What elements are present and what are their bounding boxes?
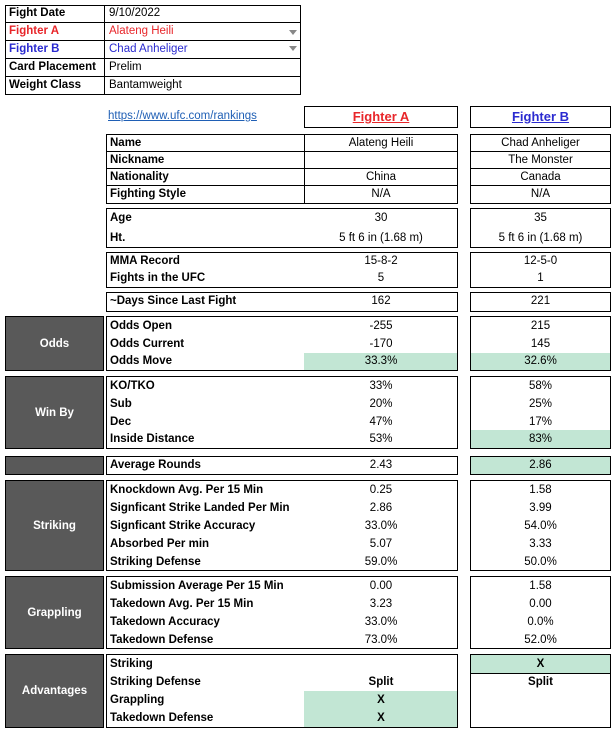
ko-tko-a: 33% xyxy=(369,380,393,392)
odds-current-label: Odds Current xyxy=(110,338,185,350)
adv-striking-defense-a: Split xyxy=(368,676,394,688)
nickname-b: The Monster xyxy=(508,154,573,166)
adv-grappling-label: Grappling xyxy=(110,694,165,706)
odds-move-a: 33.3% xyxy=(364,355,398,367)
chevron-down-icon[interactable] xyxy=(289,30,297,35)
name-label: Name xyxy=(110,137,142,149)
card-placement-label: Card Placement xyxy=(9,61,96,73)
absorbed-b: 3.33 xyxy=(529,538,552,550)
odds-section-label: Odds xyxy=(5,316,104,371)
sub-label: Sub xyxy=(110,398,132,410)
takedown-defense-a: 73.0% xyxy=(364,634,398,646)
dec-b: 17% xyxy=(528,416,553,428)
fight-date-label: Fight Date xyxy=(9,7,66,19)
sub-a: 20% xyxy=(369,398,393,410)
fighter-b-select[interactable]: Chad Anheliger xyxy=(109,43,188,55)
adv-striking-defense-b: Split xyxy=(528,676,553,688)
odds-open-b: 215 xyxy=(530,320,551,332)
days-since-b: 221 xyxy=(530,295,551,307)
avg-rounds-b: 2.86 xyxy=(529,459,552,471)
win-by-section-label: Win By xyxy=(5,376,104,449)
dec-label: Dec xyxy=(110,416,132,428)
ufc-fights-b: 1 xyxy=(537,272,544,284)
age-label: Age xyxy=(110,212,132,224)
knockdown-avg-label: Knockdown Avg. Per 15 Min xyxy=(110,484,264,496)
absorbed-a: 5.07 xyxy=(369,538,393,550)
days-since-a: 162 xyxy=(371,295,391,307)
adv-striking-defense-label: Striking Defense xyxy=(110,676,201,688)
knockdown-avg-b: 1.58 xyxy=(529,484,552,496)
takedown-accuracy-label: Takedown Accuracy xyxy=(110,616,220,628)
weight-class-label: Weight Class xyxy=(9,79,81,91)
inside-distance-b: 83% xyxy=(528,433,553,445)
advantages-section-label: Advantages xyxy=(5,654,104,728)
adv-grappling-a: X xyxy=(377,694,385,706)
absorbed-label: Absorbed Per min xyxy=(110,538,210,550)
odds-current-b: 145 xyxy=(530,338,551,350)
striking-defense-b: 50.0% xyxy=(524,556,557,568)
nationality-b: Canada xyxy=(520,171,561,183)
inside-distance-a: 53% xyxy=(369,433,393,445)
name-b: Chad Anheliger xyxy=(501,137,580,149)
odds-move-b: 32.6% xyxy=(524,355,557,367)
ko-tko-label: KO/TKO xyxy=(110,380,155,392)
fighter-b-label: Fighter B xyxy=(9,43,60,55)
height-a: 5 ft 6 in (1.68 m) xyxy=(339,232,423,244)
sig-strike-landed-label: Signficant Strike Landed Per Min xyxy=(110,502,290,514)
takedown-accuracy-a: 33.0% xyxy=(364,616,398,628)
nickname-label: Nickname xyxy=(110,154,165,166)
ufc-fights-a: 5 xyxy=(377,272,385,284)
odds-open-label: Odds Open xyxy=(110,320,172,332)
fighting-style-b: N/A xyxy=(530,188,551,200)
nationality-label: Nationality xyxy=(110,171,169,183)
ufc-fights-label: Fights in the UFC xyxy=(110,272,206,284)
sub-b: 25% xyxy=(528,398,553,410)
fighter-b-header: Fighter B xyxy=(470,106,611,128)
card-placement-value[interactable]: Prelim xyxy=(109,61,142,73)
sig-strike-landed-b: 3.99 xyxy=(529,502,552,514)
chevron-down-icon[interactable] xyxy=(289,46,297,51)
adv-takedown-defense-label: Takedown Defense xyxy=(110,712,214,724)
takedown-avg-a: 3.23 xyxy=(369,598,393,610)
takedown-avg-label: Takedown Avg. Per 15 Min xyxy=(110,598,254,610)
nationality-a: China xyxy=(365,171,397,183)
height-label: Ht. xyxy=(110,232,126,244)
sig-strike-accuracy-a: 33.0% xyxy=(364,520,398,532)
avg-rounds-label: Average Rounds xyxy=(110,459,201,471)
fighter-a-select[interactable]: Alateng Heili xyxy=(109,25,174,37)
height-b: 5 ft 6 in (1.68 m) xyxy=(498,232,583,244)
takedown-defense-b: 52.0% xyxy=(524,634,557,646)
age-a: 30 xyxy=(374,212,388,224)
fighter-a-label: Fighter A xyxy=(9,25,60,37)
takedown-defense-label: Takedown Defense xyxy=(110,634,214,646)
dec-a: 47% xyxy=(369,416,393,428)
avg-rounds-a: 2.43 xyxy=(369,459,393,471)
fighting-style-a: N/A xyxy=(371,188,391,200)
grappling-section-label: Grappling xyxy=(5,576,104,649)
name-a: Alateng Heili xyxy=(348,137,414,149)
odds-open-a: -255 xyxy=(369,320,393,332)
rankings-link[interactable]: https://www.ufc.com/rankings xyxy=(108,110,257,122)
fighter-a-header: Fighter A xyxy=(304,106,458,128)
adv-striking-b: X xyxy=(536,658,545,670)
days-since-label: ~Days Since Last Fight xyxy=(110,295,237,307)
mma-record-b: 12-5-0 xyxy=(523,255,558,267)
fight-date-value[interactable]: 9/10/2022 xyxy=(109,7,161,19)
submission-avg-label: Submission Average Per 15 Min xyxy=(110,580,284,592)
adv-striking-label: Striking xyxy=(110,658,153,670)
striking-defense-label: Striking Defense xyxy=(110,556,201,568)
takedown-accuracy-b: 0.0% xyxy=(527,616,554,628)
knockdown-avg-a: 0.25 xyxy=(369,484,393,496)
fighting-style-label: Fighting Style xyxy=(110,188,187,200)
odds-current-a: -170 xyxy=(369,338,393,350)
mma-record-a: 15-8-2 xyxy=(364,255,398,267)
sig-strike-accuracy-label: Signficant Strike Accuracy xyxy=(110,520,256,532)
sig-strike-accuracy-b: 54.0% xyxy=(524,520,557,532)
odds-move-label: Odds Move xyxy=(110,355,172,367)
takedown-avg-b: 0.00 xyxy=(529,598,552,610)
adv-takedown-defense-a: X xyxy=(377,712,385,724)
submission-avg-b: 1.58 xyxy=(529,580,552,592)
rounds-section-bar xyxy=(5,456,104,475)
inside-distance-label: Inside Distance xyxy=(110,433,195,445)
submission-avg-a: 0.00 xyxy=(369,580,393,592)
striking-section-label: Striking xyxy=(5,480,104,571)
sig-strike-landed-a: 2.86 xyxy=(369,502,393,514)
striking-defense-a: 59.0% xyxy=(364,556,398,568)
weight-class-value[interactable]: Bantamweight xyxy=(109,79,182,91)
age-b: 35 xyxy=(534,212,547,224)
ko-tko-b: 58% xyxy=(528,380,553,392)
mma-record-label: MMA Record xyxy=(110,255,180,267)
